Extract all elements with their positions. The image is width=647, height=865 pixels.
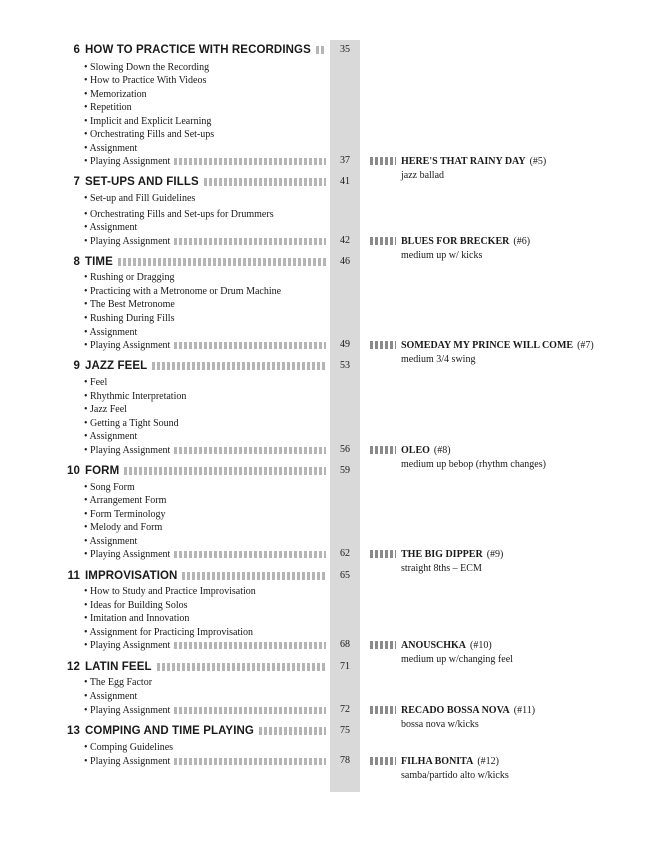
- toc-item-label: • Playing Assignment: [84, 339, 171, 351]
- toc-item[interactable]: [84, 598, 330, 612]
- dot-leader: [182, 572, 326, 580]
- chapter-number: 6: [73, 44, 80, 56]
- song-style: medium up w/changing feel: [401, 654, 513, 665]
- toc-item[interactable]: [84, 534, 330, 548]
- song-style: medium up bebop (rhythm changes): [401, 459, 546, 470]
- chapter-heading[interactable]: [60, 358, 330, 374]
- toc-item[interactable]: [84, 325, 330, 339]
- song-leader: [370, 757, 396, 765]
- toc-item[interactable]: [84, 416, 330, 430]
- toc-item-label: • Memorization: [84, 88, 147, 100]
- toc-item[interactable]: [84, 270, 330, 284]
- toc-item-label: • Getting a Tight Sound: [84, 417, 179, 429]
- song-title: BLUES FOR BRECKER: [401, 235, 510, 247]
- toc-item[interactable]: [84, 480, 330, 494]
- chapter-title: JAZZ FEEL: [85, 360, 148, 372]
- toc-item[interactable]: [84, 703, 330, 717]
- chapter-heading[interactable]: [60, 463, 330, 479]
- chapter-heading[interactable]: [60, 659, 330, 675]
- toc-item-label: • The Best Metronome: [84, 298, 175, 310]
- toc-item-label: • The Egg Factor: [84, 676, 153, 688]
- song-style: bossa nova w/kicks: [401, 719, 479, 730]
- song-entry[interactable]: [370, 338, 594, 352]
- chapter-page-number: 71: [340, 661, 350, 672]
- chapter-title: IMPROVISATION: [85, 570, 178, 582]
- dot-leader: [174, 707, 326, 714]
- song-title: ANOUSCHKA: [401, 639, 467, 651]
- song-title: OLEO: [401, 444, 430, 456]
- song-style: medium 3/4 swing: [401, 354, 476, 365]
- toc-item-label: • Assignment: [84, 326, 138, 338]
- song-leader: [370, 157, 396, 165]
- toc-item-label: • Assignment: [84, 690, 138, 702]
- toc-item-label: • Assignment: [84, 221, 138, 233]
- chapter-title: TIME: [85, 256, 113, 268]
- toc-item[interactable]: [84, 547, 330, 561]
- toc-item-label: • Implicit and Explicit Learning: [84, 115, 212, 127]
- chapter-number: 9: [73, 360, 80, 372]
- toc-item-label: • Practicing with a Metronome or Drum Machine: [84, 285, 282, 297]
- track-number: (#7): [577, 339, 594, 351]
- chapter-title: FORM: [85, 465, 120, 477]
- dot-leader: [118, 258, 326, 266]
- chapter-number: 10: [67, 465, 80, 477]
- chapter-number: 13: [67, 725, 80, 737]
- toc-item[interactable]: [84, 689, 330, 703]
- song-leader: [370, 550, 396, 558]
- toc-item[interactable]: [84, 297, 330, 311]
- track-number: (#5): [529, 155, 547, 167]
- toc-item[interactable]: [84, 375, 330, 389]
- toc-item-label: • Playing Assignment: [84, 444, 171, 456]
- song-leader: [370, 641, 396, 649]
- toc-item[interactable]: [84, 191, 330, 205]
- toc-item-label: • Melody and Form: [84, 521, 163, 533]
- track-number: (#12): [477, 755, 500, 767]
- song-style: medium up w/ kicks: [401, 250, 483, 261]
- track-number: (#9): [486, 548, 504, 560]
- chapter-page-number: 59: [340, 465, 350, 476]
- toc-item-label: • Comping Guidelines: [84, 741, 174, 753]
- assignment-page-number: 42: [340, 235, 350, 246]
- chapter-title: HOW TO PRACTICE WITH RECORDINGS: [85, 44, 311, 56]
- toc-item[interactable]: [84, 220, 330, 234]
- song-title: THE BIG DIPPER: [401, 548, 483, 560]
- song-leader: [370, 341, 396, 349]
- toc-item-label: • Assignment: [84, 535, 138, 547]
- dot-leader: [174, 238, 326, 245]
- toc-item-label: • Playing Assignment: [84, 704, 171, 716]
- toc-item[interactable]: [84, 154, 330, 168]
- chapter-page-number: 41: [340, 176, 350, 187]
- toc-item[interactable]: [84, 284, 330, 298]
- toc-item-label: • Set-up and Fill Guidelines: [84, 192, 196, 204]
- track-number: (#10): [470, 639, 492, 651]
- song-entry[interactable]: [370, 754, 499, 768]
- chapter-title: LATIN FEEL: [85, 661, 152, 673]
- chapter-page-number: 46: [340, 256, 350, 267]
- dot-leader: [174, 447, 326, 454]
- toc-item[interactable]: [84, 402, 330, 416]
- assignment-page-number: 78: [340, 755, 350, 766]
- toc-item-label: • How to Study and Practice Improvisation: [84, 585, 256, 597]
- chapter-title: COMPING AND TIME PLAYING: [85, 725, 254, 737]
- assignment-page-number: 49: [340, 339, 350, 350]
- toc-item-label: • Playing Assignment: [84, 755, 171, 767]
- toc-item-label: • Song Form: [84, 481, 135, 493]
- toc-item[interactable]: [84, 311, 330, 325]
- chapter-page-number: 53: [340, 360, 350, 371]
- song-title: HERE'S THAT RAINY DAY: [401, 155, 526, 167]
- toc-item[interactable]: [84, 740, 330, 754]
- chapter-number: 12: [67, 661, 80, 673]
- toc-item-label: • Rushing During Fills: [84, 312, 175, 324]
- toc-item[interactable]: [84, 493, 330, 507]
- chapter-page-number: 75: [340, 725, 350, 736]
- dot-leader: [174, 342, 326, 349]
- chapter-number: 7: [73, 176, 80, 188]
- toc-item[interactable]: [84, 754, 330, 768]
- dot-leader: [259, 727, 326, 735]
- toc-item-label: • Orchestrating Fills and Set-ups: [84, 128, 215, 140]
- toc-item[interactable]: [84, 675, 330, 689]
- toc-item-label: • Orchestrating Fills and Set-ups for Drummers: [84, 208, 274, 220]
- toc-item[interactable]: [84, 100, 330, 114]
- toc-item[interactable]: [84, 584, 330, 598]
- toc-item[interactable]: [84, 507, 330, 521]
- dot-leader: [174, 551, 326, 558]
- dot-leader: [174, 758, 326, 765]
- toc-item[interactable]: [84, 114, 330, 128]
- toc-item[interactable]: [84, 87, 330, 101]
- chapter-heading[interactable]: [60, 174, 330, 190]
- track-number: (#8): [433, 444, 451, 456]
- toc-item[interactable]: [84, 207, 330, 221]
- chapter-heading[interactable]: [60, 42, 330, 58]
- dot-leader: [174, 158, 326, 165]
- toc-item-label: • Rhythmic Interpretation: [84, 390, 187, 402]
- dot-leader: [174, 642, 326, 649]
- song-title: SOMEDAY MY PRINCE WILL COME: [401, 339, 574, 351]
- toc-item[interactable]: [84, 127, 330, 141]
- toc-item-label: • Playing Assignment: [84, 155, 171, 167]
- song-title: RECADO BOSSA NOVA: [401, 704, 510, 716]
- chapter-heading[interactable]: [60, 254, 330, 270]
- toc-item[interactable]: [84, 443, 330, 457]
- toc-item[interactable]: [84, 234, 330, 248]
- chapter-page-number: 65: [340, 570, 350, 581]
- song-style: jazz ballad: [401, 170, 445, 181]
- toc-item[interactable]: [84, 520, 330, 534]
- song-style: straight 8ths – ECM: [401, 563, 482, 574]
- toc-item-label: • Repetition: [84, 101, 132, 113]
- song-leader: [370, 237, 396, 245]
- toc-item[interactable]: [84, 611, 330, 625]
- chapter-number: 8: [73, 256, 80, 268]
- track-number: (#6): [513, 235, 531, 247]
- song-entry[interactable]: [370, 234, 530, 248]
- assignment-page-number: 68: [340, 639, 350, 650]
- song-leader: [370, 446, 396, 454]
- assignment-page-number: 56: [340, 444, 350, 455]
- toc-item-label: • Assignment for Practicing Improvisation: [84, 626, 254, 638]
- chapter-title: SET-UPS AND FILLS: [85, 176, 199, 188]
- toc-item-label: • How to Practice With Videos: [84, 74, 207, 86]
- toc-item[interactable]: [84, 638, 330, 652]
- toc-item-label: • Playing Assignment: [84, 639, 171, 651]
- assignment-page-number: 62: [340, 548, 350, 559]
- dot-leader: [316, 46, 326, 54]
- assignment-page-number: 72: [340, 704, 350, 715]
- chapter-heading[interactable]: [60, 568, 330, 584]
- toc-item-label: • Playing Assignment: [84, 548, 171, 560]
- song-leader: [370, 706, 396, 714]
- toc-item-label: • Imitation and Innovation: [84, 612, 190, 624]
- toc-item[interactable]: [84, 141, 330, 155]
- song-entry[interactable]: [370, 703, 535, 717]
- toc-item[interactable]: [84, 60, 330, 74]
- dot-leader: [152, 362, 326, 370]
- toc-item-label: • Assignment: [84, 430, 138, 442]
- page-number-column: [330, 40, 360, 792]
- song-entry[interactable]: [370, 638, 492, 652]
- toc-item[interactable]: [84, 338, 330, 352]
- dot-leader: [157, 663, 326, 671]
- toc-item-label: • Feel: [84, 376, 108, 388]
- toc-item[interactable]: [84, 73, 330, 87]
- assignment-page-number: 37: [340, 155, 350, 166]
- dot-leader: [124, 467, 326, 475]
- chapter-page-number: 35: [340, 44, 350, 55]
- song-style: samba/partido alto w/kicks: [401, 770, 509, 781]
- song-title: FILHA BONITA: [401, 755, 474, 767]
- dot-leader: [204, 178, 326, 186]
- song-entry[interactable]: [370, 547, 503, 561]
- toc-item-label: • Assignment: [84, 142, 138, 154]
- toc-item[interactable]: [84, 429, 330, 443]
- toc-item[interactable]: [84, 625, 330, 639]
- toc-item-label: • Ideas for Building Solos: [84, 599, 188, 611]
- toc-item-label: • Playing Assignment: [84, 235, 171, 247]
- song-entry[interactable]: [370, 154, 546, 168]
- toc-item[interactable]: [84, 389, 330, 403]
- toc-item-label: • Arrangement Form: [84, 494, 167, 506]
- toc-item-label: • Form Terminology: [84, 508, 166, 520]
- chapter-number: 11: [67, 570, 80, 582]
- toc-item-label: • Slowing Down the Recording: [84, 61, 210, 73]
- toc-item-label: • Rushing or Dragging: [84, 271, 175, 283]
- song-entry[interactable]: [370, 443, 451, 457]
- toc-item-label: • Jazz Feel: [84, 403, 127, 415]
- chapter-heading[interactable]: [60, 723, 330, 739]
- track-number: (#11): [513, 704, 536, 716]
